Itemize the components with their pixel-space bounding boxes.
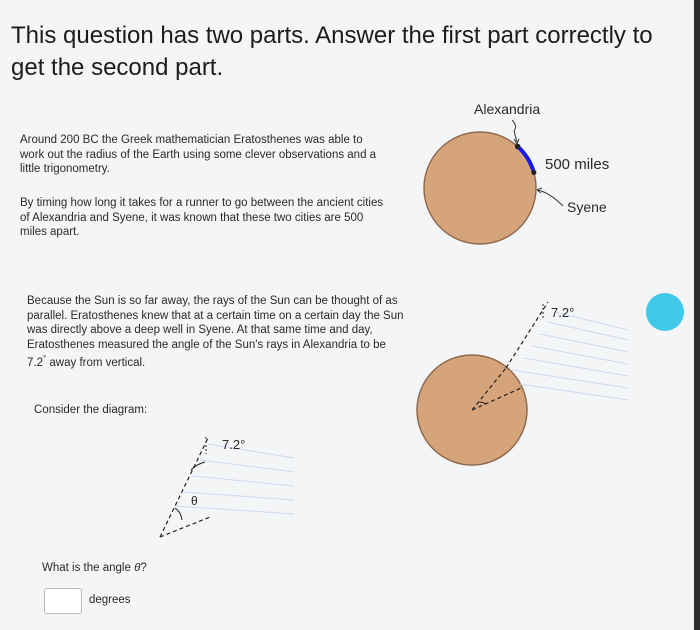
question-heading: This question has two parts. Answer the first part correctly to get the second part.	[11, 22, 653, 81]
theta-symbol: θ	[134, 562, 141, 574]
small-base-line	[160, 517, 210, 537]
theta-label-small: θ	[191, 494, 198, 508]
syene-label: Syene	[567, 199, 607, 215]
distance-paragraph: By timing how long it takes for a runner to go between the ancient cities of Alexandria and Syene, it was known that these two cities are 500 miles apart.	[20, 197, 384, 238]
alexandria-label: Alexandria	[474, 101, 541, 117]
angle-label-rays: 7.2°	[551, 305, 575, 320]
degrees-unit-label: degrees	[89, 594, 131, 606]
degree-mark: °	[43, 354, 47, 363]
consider-text: Consider the diagram:	[34, 404, 148, 416]
intro-paragraph: Around 200 BC the Greek mathematician Eratosthenes was able to work out the radius of the Earth using some clever observations and a little trigonometry.	[20, 134, 377, 175]
angle-question	[42, 562, 147, 574]
accent-dot	[646, 293, 684, 331]
small-slanted-line	[160, 438, 208, 537]
sun-rays-text-end: away from vertical.	[46, 356, 146, 369]
distance-label: 500 miles	[545, 156, 610, 173]
angle-answer-input[interactable]	[44, 588, 82, 614]
small-theta-arc	[175, 508, 182, 520]
small-top-angle-arc	[191, 462, 205, 470]
angle-label-small: 7.2°	[222, 437, 246, 452]
angle-question-text: What is the angle	[42, 562, 135, 574]
sun-rays-text: Because the Sun is so far away, the rays of the Sun can be thought of as parallel. Eratosthenes knew that at a certain time on a certain day the Sun was directly above a deep well in Syene. At that same time and day, Eratosthenes measured the angle of the Sun's rays in Alexandria to be 7.2	[27, 295, 404, 369]
question-mark: ?	[140, 562, 147, 574]
